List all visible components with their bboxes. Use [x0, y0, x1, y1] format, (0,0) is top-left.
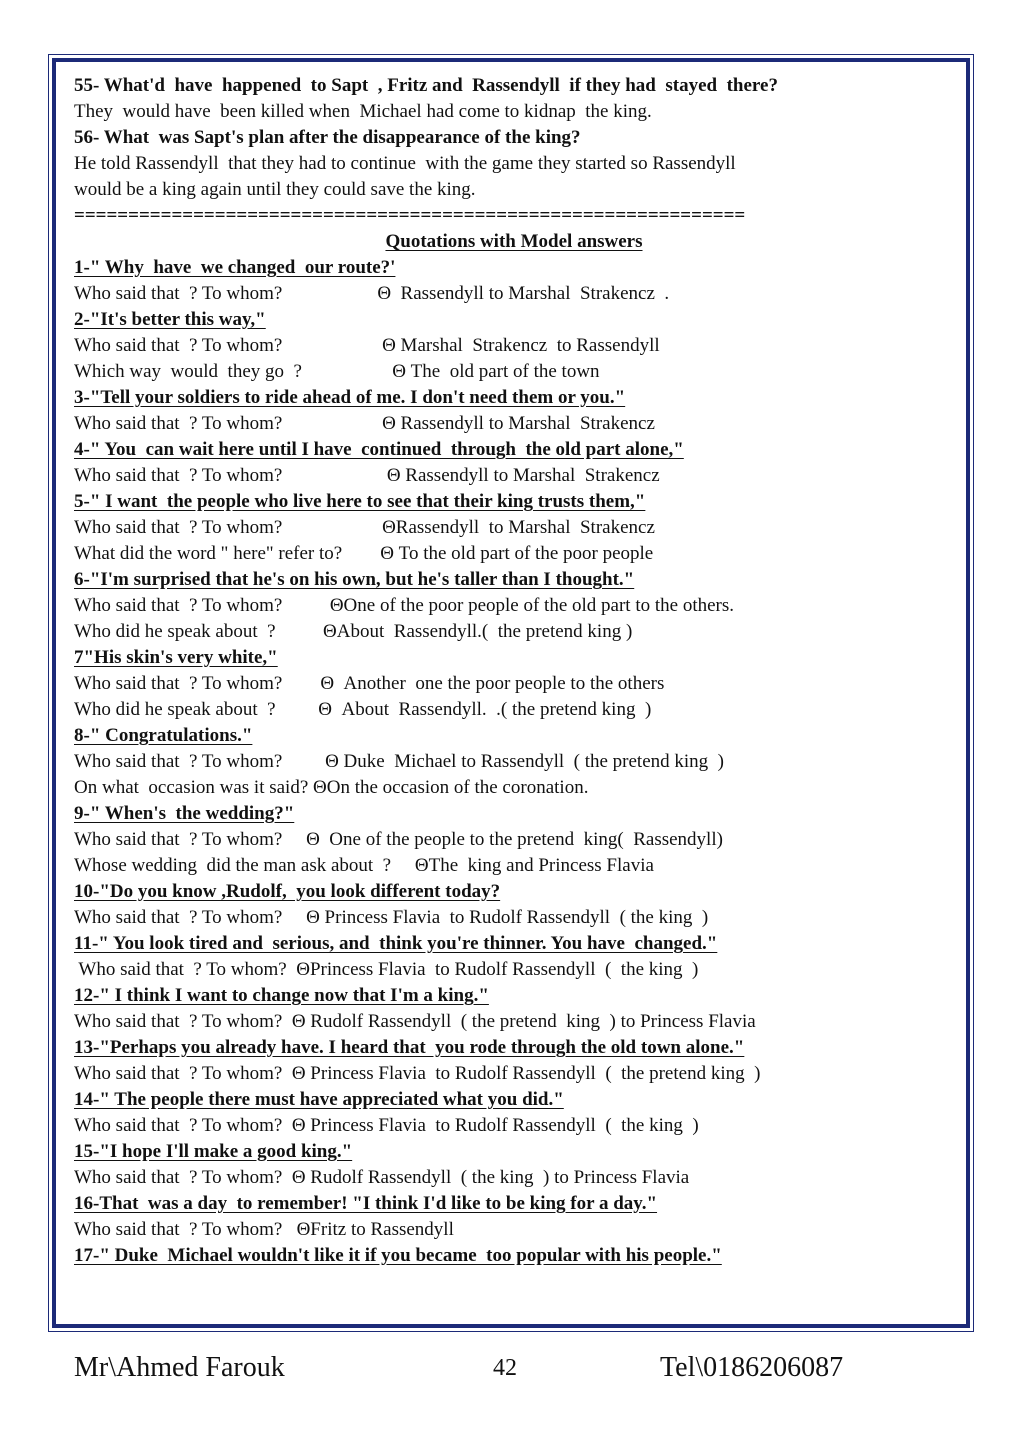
quote-answer: Who said that ? To whom? ΘRassendyll to Marshal Strakencz: [74, 517, 655, 538]
quote-item: 4-" You can wait here until I have continued through the old part alone,": [74, 439, 684, 460]
quote-item: 5-" I want the people who live here to see that their king trusts them,": [74, 491, 646, 512]
quote-answer: Who said that ? To whom? Θ Rudolf Rassendyll ( the pretend king ) to Princess Flavia: [74, 1011, 756, 1032]
quote-answer: Which way would they go ? Θ The old part of the town: [74, 361, 600, 382]
quote-item: 12-" I think I want to change now that I'm a king.": [74, 985, 489, 1006]
quote-item: 10-"Do you know ,Rudolf, you look different today?: [74, 881, 501, 902]
quote-item: 16-That was a day to remember! "I think I'd like to be king for a day.": [74, 1193, 658, 1214]
quote-answer: Who said that ? To whom? Θ Duke Michael to Rassendyll ( the pretend king ): [74, 751, 724, 772]
footer-author: Mr\Ahmed Farouk: [74, 1352, 285, 1383]
quote-answer: Who said that ? To whom? Θ Rudolf Rassendyll ( the king ) to Princess Flavia: [74, 1167, 690, 1188]
quote-item: 6-"I'm surprised that he's on his own, but he's taller than I thought.": [74, 569, 635, 590]
quote-answer: Who said that ? To whom? Θ Princess Flavia to Rudolf Rassendyll ( the pretend king ): [74, 1063, 761, 1084]
quote-answer: Who said that ? To whom? Θ Marshal Strakencz to Rassendyll: [74, 335, 660, 356]
quote-answer: Who did he speak about ? ΘAbout Rassendyll.( the pretend king ): [74, 621, 633, 642]
question-56: 56- What was Sapt's plan after the disappearance of the king?: [74, 127, 581, 148]
question-55: 55- What'd have happened to Sapt , Fritz and Rassendyll if they had stayed there?: [74, 75, 778, 96]
answer-56: He told Rassendyll that they had to continue with the game they started so Rassendyll: [74, 153, 736, 174]
quote-answer: Who said that ? To whom? ΘPrincess Flavia to Rudolf Rassendyll ( the king ): [74, 959, 699, 980]
quote-item: 13-"Perhaps you already have. I heard that you rode through the old town alone.": [74, 1037, 745, 1058]
quote-answer: Who said that ? To whom? Θ Another one the poor people to the others: [74, 673, 665, 694]
quote-item: 14-" The people there must have appreciated what you did.": [74, 1089, 564, 1110]
section-title: Quotations with Model answers: [385, 231, 643, 252]
quote-answer: Who said that ? To whom? Θ Rassendyll to Marshal Strakencz: [74, 465, 660, 486]
quote-item: 15-"I hope I'll make a good king.": [74, 1141, 353, 1162]
quote-item: 17-" Duke Michael wouldn't like it if you became too popular with his people.": [74, 1245, 722, 1266]
quote-item: 3-"Tell your soldiers to ride ahead of me. I don't need them or you.": [74, 387, 626, 408]
quote-item: 7"His skin's very white,": [74, 647, 278, 668]
quote-answer: What did the word " here" refer to? Θ To the old part of the poor people: [74, 543, 654, 564]
quote-answer: Whose wedding did the man ask about ? ΘThe king and Princess Flavia: [74, 855, 654, 876]
quote-item: 2-"It's better this way,": [74, 309, 266, 330]
quote-answer: Who said that ? To whom? Θ One of the people to the pretend king( Rassendyll): [74, 829, 723, 850]
quote-item: 8-" Congratulations.": [74, 725, 253, 746]
quote-answer: Who said that ? To whom? ΘFritz to Rassendyll: [74, 1219, 454, 1240]
separator-line: ==============================================================: [74, 205, 746, 226]
page-content: [74, 73, 954, 1269]
quote-answer: Who did he speak about ? Θ About Rassendyll. .( the pretend king ): [74, 699, 652, 720]
quote-answer: Who said that ? To whom? Θ Rassendyll to Marshal Strakencz .: [74, 283, 670, 304]
quote-answer: On what occasion was it said? ΘOn the occasion of the coronation.: [74, 777, 589, 798]
quote-answer: Who said that ? To whom? ΘOne of the poor people of the old part to the others.: [74, 595, 734, 616]
page-number: 42: [493, 1355, 517, 1381]
quote-answer: Who said that ? To whom? Θ Princess Flavia to Rudolf Rassendyll ( the king ): [74, 907, 709, 928]
quote-item: 9-" When's the wedding?": [74, 803, 295, 824]
quote-answer: Who said that ? To whom? Θ Rassendyll to Marshal Strakencz: [74, 413, 655, 434]
quote-item: 1-" Why have we changed our route?': [74, 257, 396, 278]
answer-55: They would have been killed when Michael had come to kidnap the king.: [74, 101, 652, 122]
quote-item: 11-" You look tired and serious, and think you're thinner. You have changed.": [74, 933, 718, 954]
quote-answer: Who said that ? To whom? Θ Princess Flavia to Rudolf Rassendyll ( the king ): [74, 1115, 699, 1136]
footer-tel: Tel\0186206087: [660, 1352, 844, 1383]
quotes-list: [74, 255, 954, 1269]
answer-56-cont: would be a king again until they could save the king.: [74, 179, 476, 200]
